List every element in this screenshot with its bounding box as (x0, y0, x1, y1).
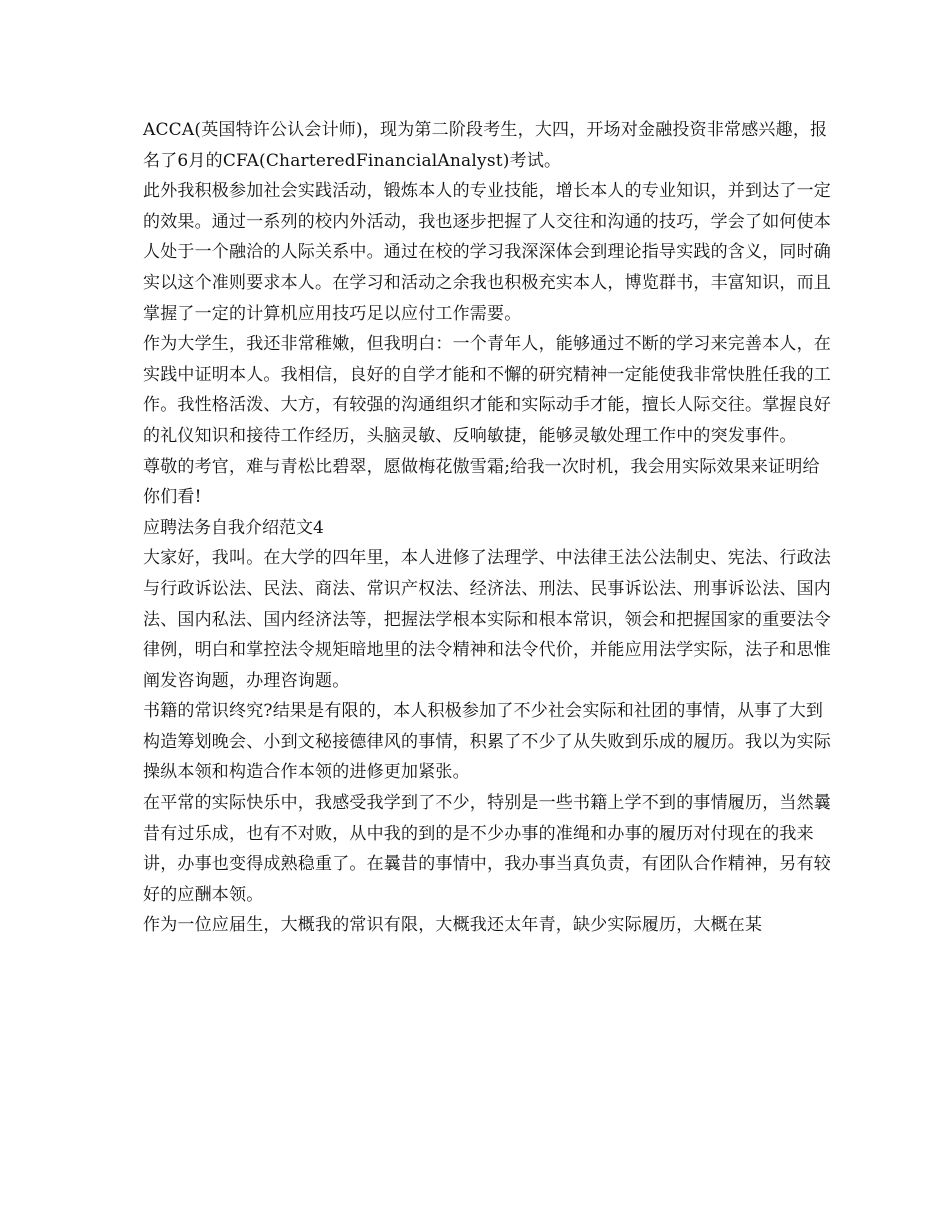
paragraph: 尊敬的考官，难与青松比碧翠，愿做梅花傲雪霜;给我一次时机，我会用实际效果来证明给你们看! (143, 456, 820, 508)
paragraph: ACCA(英国特许公认会计师)，现为第二阶段考生，大四，开场对金融投资非常感兴趣，报名了6月的CFA(CharteredFinancialAnalyst)考试。 (143, 120, 828, 171)
document-body (143, 115, 833, 941)
paragraph: 书籍的常识终究?结果是有限的，本人积极参加了不少社会实际和社团的事情，从事了大到构造筹划晚会、小到文秘接德律风的事情，积累了不少了从失败到乐成的履历。我以为实际操纵本领和构造合作本领的进修更加紧张。 (143, 701, 831, 783)
section-title: 应聘法务自我介绍范文4 (143, 517, 324, 538)
paragraph: 作为一位应届生，大概我的常识有限，大概我还太年青，缺少实际履历，大概在某 (143, 915, 763, 936)
paragraph: 大家好，我叫。在大学的四年里，本人进修了法理学、中法律王法公法制史、宪法、行政法与行政诉讼法、民法、商法、常识产权法、经济法、刑法、民事诉讼法、刑事诉讼法、国内法、国内私法、国内经济法等，把握法学根本实际和根本常识，领会和把握国家的重要法令律例，明白和掌控法令规矩暗地里的法令精神和法令代价，并能应用法学实际，法子和思惟阐发咨询题，办理咨询题。 (143, 548, 831, 691)
paragraph: 作为大学生，我还非常稚嫩，但我明白：一个青年人，能够通过不断的学习来完善本人，在实践中证明本人。我相信，良好的自学才能和不懈的研究精神一定能使我非常快胜任我的工作。我性格活泼、大方，有较强的沟通组织才能和实际动手才能，擅长人际交往。掌握良好的礼仪知识和接待工作经历，头脑灵敏、反响敏捷，能够灵敏处理工作中的突发事件。 (143, 334, 831, 446)
paragraph: 此外我积极参加社会实践活动，锻炼本人的专业技能，增长本人的专业知识，并到达了一定的效果。通过一系列的校内外活动，我也逐步把握了人交往和沟通的技巧，学会了如何使本人处于一个融洽的人际关系中。通过在校的学习我深深体会到理论指导实践的含义，同时确实以这个准则要求本人。在学习和活动之余我也积极充实本人，博览群书，丰富知识，而且掌握了一定的计算机应用技巧足以应付工作需要。 (143, 181, 831, 324)
paragraph: 在平常的实际快乐中，我感受我学到了不少，特别是一些书籍上学不到的事情履历，当然曩昔有过乐成，也有不对败，从中我的到的是不少办事的准绳和办事的履历对付现在的我来讲，办事也变得成熟稳重了。在曩昔的事情中，我办事当真负责，有团队合作精神，另有较好的应酬本领。 (143, 793, 831, 905)
